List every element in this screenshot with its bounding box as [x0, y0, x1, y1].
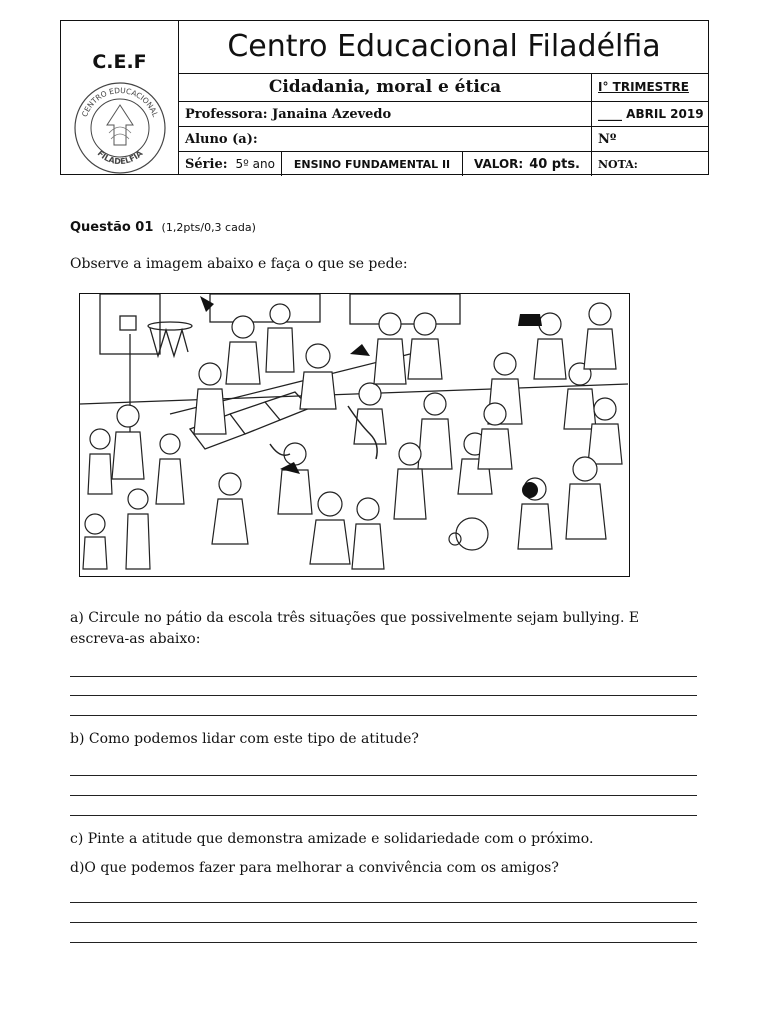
seal-text-top: CENTRO EDUCACIONAL	[80, 85, 160, 119]
answer-line[interactable]	[70, 942, 697, 943]
student-label: Aluno (a):	[185, 131, 258, 147]
question-points: (1,2pts/0,3 cada)	[161, 221, 256, 234]
value-amount: 40 pts.	[529, 156, 581, 172]
exam-date: ____ ABRIL 2019	[591, 102, 709, 126]
answer-line[interactable]	[70, 715, 697, 716]
schoolyard-scene-image	[80, 294, 628, 575]
student-row	[179, 127, 709, 152]
subject-row	[179, 73, 709, 102]
grade-note-label: NOTA:	[591, 152, 709, 176]
answer-line[interactable]	[70, 795, 697, 796]
answer-line[interactable]	[70, 902, 697, 903]
school-name: Centro Educacional Filadélfia	[179, 21, 709, 74]
answer-line[interactable]	[70, 815, 697, 816]
grade-row	[179, 152, 709, 176]
svg-text:FILADÉLFIA	[96, 148, 145, 166]
item-a-text-cont: escreva-as abaixo:	[70, 631, 201, 647]
header-table	[60, 20, 709, 175]
logo-column	[61, 21, 179, 174]
seal-text-bottom: FILADÉLFIA	[95, 148, 145, 167]
item-b-text: b) Como podemos lidar com este tipo de atitude?	[70, 731, 419, 747]
teacher-name: Professora: Janaina Azevedo	[185, 106, 392, 122]
value-label: VALOR:	[473, 157, 524, 171]
question-title: Questão 01	[70, 220, 154, 235]
item-c-text: c) Pinte a atitude que demonstra amizade e solidariedade com o próximo.	[70, 831, 594, 847]
grade-label: Série:	[185, 156, 228, 172]
education-level: ENSINO FUNDAMENTAL II	[281, 152, 462, 176]
value-cell	[462, 152, 591, 176]
schoolyard-illustration	[79, 293, 630, 577]
answer-line[interactable]	[70, 775, 697, 776]
item-d-text: d)O que podemos fazer para melhorar a convivência com os amigos?	[70, 860, 559, 876]
svg-text:CENTRO EDUCACIONAL	[80, 86, 160, 119]
logo-abbreviation: C.E.F	[92, 51, 147, 73]
subject-title: Cidadania, moral e ética	[268, 77, 502, 97]
answer-line[interactable]	[70, 676, 697, 677]
teacher-row	[179, 102, 709, 127]
number-label: Nº	[591, 127, 709, 151]
grade-value: 5º ano	[235, 157, 275, 171]
item-a-text: a) Circule no pátio da escola três situações que possivelmente sejam bullying. E	[70, 610, 640, 626]
question-heading	[70, 220, 256, 235]
term-label: I° TRIMESTRE	[591, 73, 709, 101]
school-seal-icon	[73, 81, 167, 175]
question-instruction: Observe a imagem abaixo e faça o que se pede:	[70, 256, 408, 272]
answer-line[interactable]	[70, 695, 697, 696]
grade-cell	[179, 152, 281, 176]
answer-line[interactable]	[70, 922, 697, 923]
